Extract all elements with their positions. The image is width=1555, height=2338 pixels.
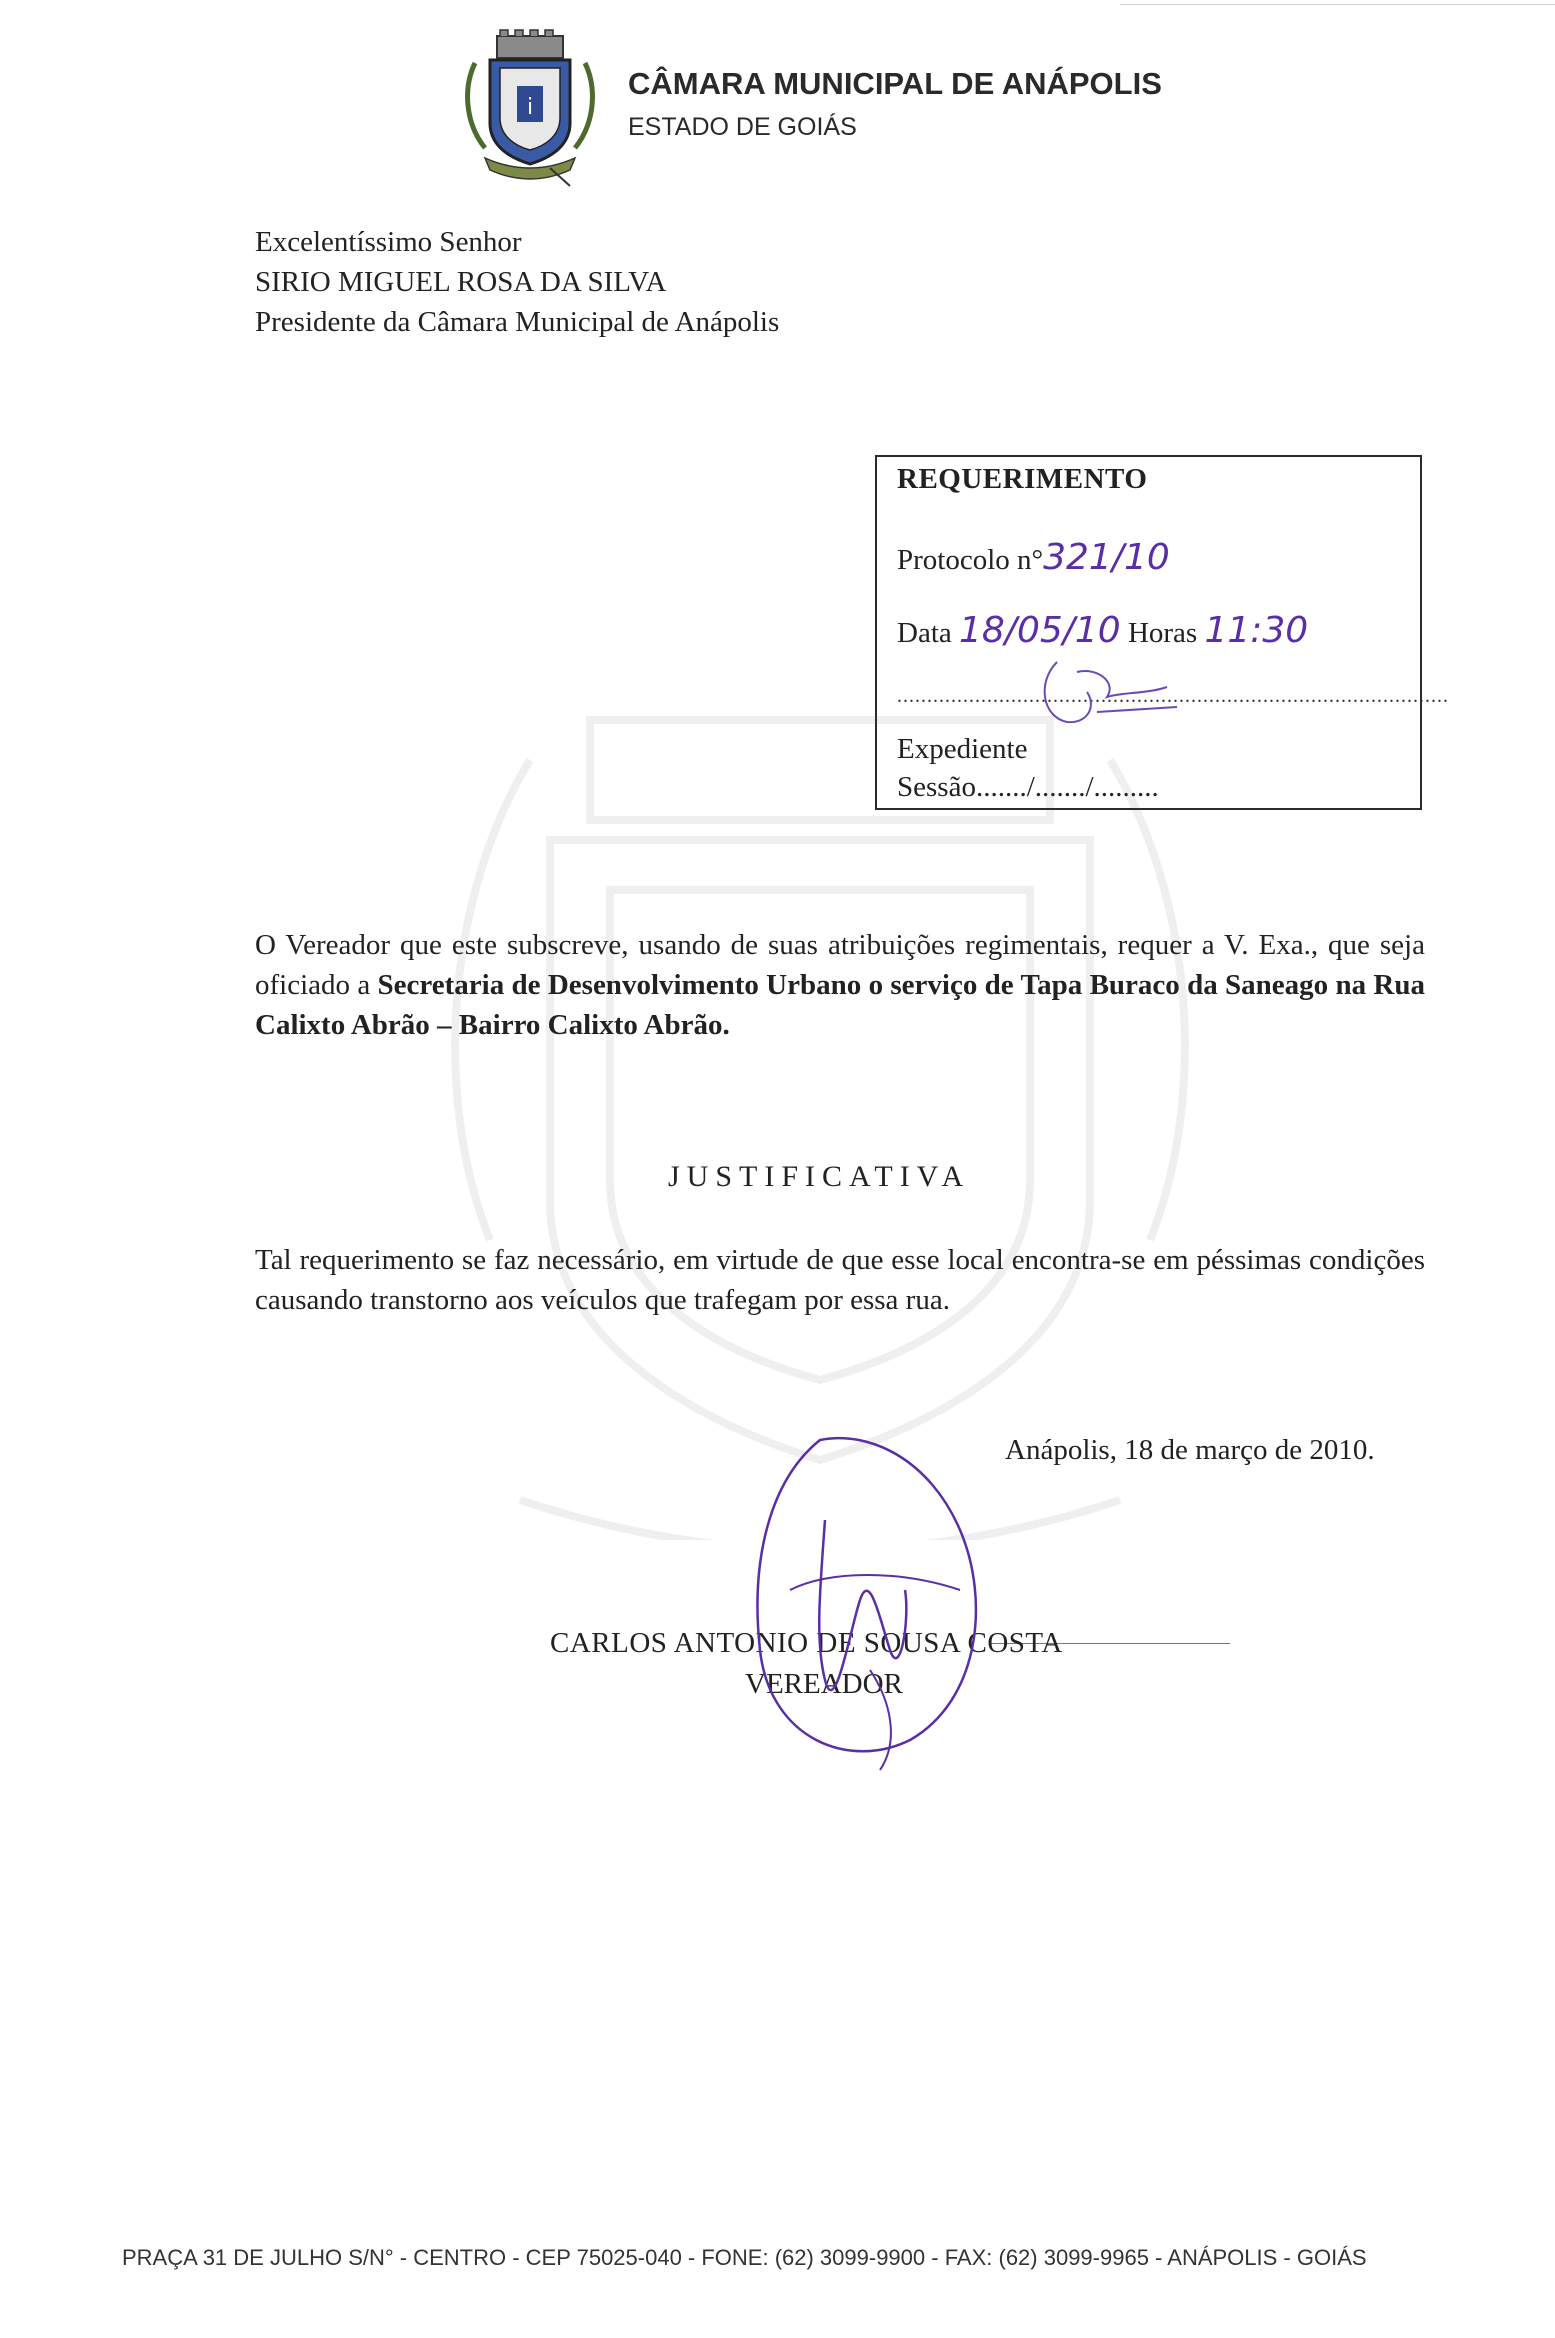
justification-heading: JUSTIFICATIVA	[668, 1160, 971, 1193]
signer-role: VEREADOR	[745, 1668, 903, 1700]
hours-value: 11:30	[1204, 610, 1309, 651]
protocol-number: 321/10	[1043, 537, 1170, 578]
date-value: 18/05/10	[959, 610, 1121, 651]
sessao-label: Sessão......./......./.........	[897, 771, 1159, 803]
org-name: CÂMARA MUNICIPAL DE ANÁPOLIS	[628, 66, 1162, 101]
request-highlight: Secretaria de Desenvolvimento Urbano o serviço de Tapa Buraco da Saneago na Rua Calixto Abrão – Bairro Calixto Abrão.	[255, 969, 1425, 1041]
addressee-name: SIRIO MIGUEL ROSA DA SILVA	[255, 266, 667, 298]
addressee-title: Presidente da Câmara Municipal de Anápolis	[255, 306, 780, 338]
hours-label: Horas	[1127, 617, 1198, 649]
stamp-protocol-row	[897, 537, 1170, 578]
org-state: ESTADO DE GOIÁS	[628, 113, 857, 141]
request-paragraph	[255, 925, 1425, 1045]
stamp-dotted-line: ............................................................................................	[897, 685, 1449, 707]
expediente-label: Expediente	[897, 733, 1028, 765]
date-label: Data	[897, 617, 952, 649]
request-intro: O Vereador que este subscreve, usando de suas atribuições regimentais, requer a V. Exa., que seja oficiado a	[255, 929, 1425, 1001]
svg-text:i: i	[526, 95, 534, 120]
addressee-block	[255, 222, 779, 342]
handwritten-signature	[730, 1420, 1000, 1785]
addressee-salutation: Excelentíssimo Senhor	[255, 226, 522, 258]
watermark-crest-icon	[390, 640, 1250, 1540]
footer-address: PRAÇA 31 DE JULHO S/N° - CENTRO - CEP 75025-040 - FONE: (62) 3099-9900 - FAX: (62) 3099-9965 - ANÁPOLIS - GOIÁS	[122, 2245, 1367, 2270]
justification-paragraph: Tal requerimento se faz necessário, em virtude de que esse local encontra-se em péssimas condições causando transtorno aos veículos que trafegam por essa rua.	[255, 1244, 1425, 1316]
signer-name: CARLOS ANTONIO DE SOUSA COSTA	[550, 1627, 1063, 1659]
municipal-crest-icon	[455, 28, 605, 190]
top-edge-line	[1120, 4, 1555, 5]
dateline: Anápolis, 18 de março de 2010.	[1005, 1434, 1375, 1466]
stamp-title: REQUERIMENTO	[897, 463, 1148, 495]
protocol-label: Protocolo n°	[897, 544, 1044, 576]
